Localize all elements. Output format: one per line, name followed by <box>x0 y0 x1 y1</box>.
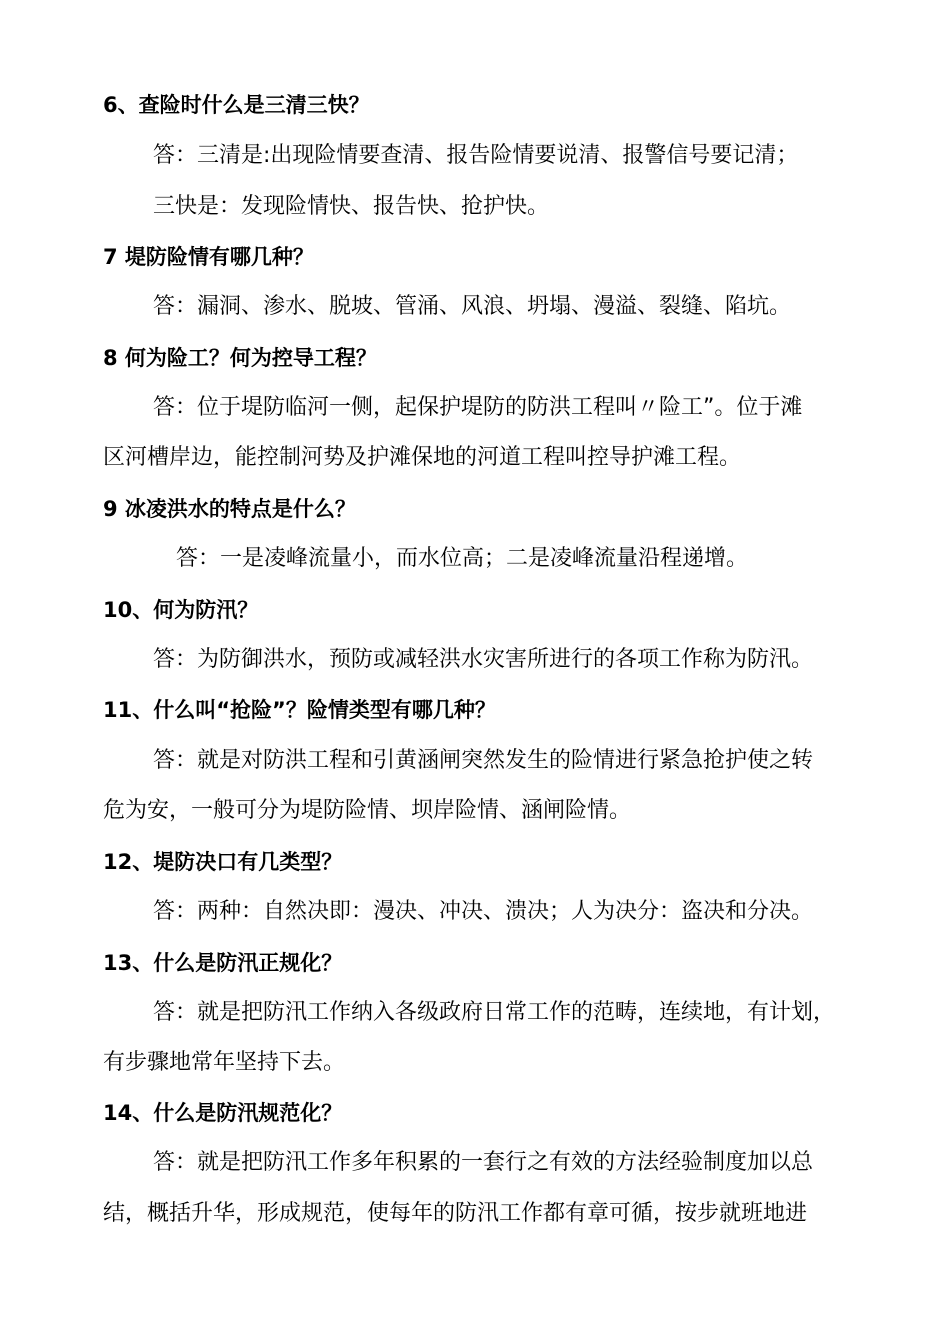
answer-14-line-1: 答：就是把防汛工作多年积累的一套行之有效的方法经验制度加以总 <box>153 1150 814 1175</box>
answer-7: 答：漏洞、渗水、脱坡、管涌、风浪、坍塌、漫溢、裂缝、陷坑。 <box>153 294 792 319</box>
question-13: 13、什么是防汛正规化？ <box>103 951 343 975</box>
question-9: 9 冰凌洪水的特点是什么？ <box>103 497 356 521</box>
question-8: 8 何为险工？何为控导工程？ <box>103 346 377 370</box>
answer-6-line-1: 答：三清是:出现险情要查清、报告险情要说清、报警信号要记清； <box>153 143 799 168</box>
answer-11-line-2: 危为安，一般可分为堤防险情、坝岸险情、涵闸险情。 <box>103 798 632 823</box>
question-10: 10、何为防汛？ <box>103 598 259 622</box>
answer-12: 答：两种：自然决即：漫决、冲决、溃决；人为决分：盗决和分决。 <box>153 899 814 924</box>
answer-8-line-2: 区河槽岸边，能控制河势及护滩保地的河道工程叫控导护滩工程。 <box>103 445 742 470</box>
answer-11-line-1: 答：就是对防洪工程和引黄涵闸突然发生的险情进行紧急抢护使之转 <box>153 748 814 773</box>
question-11: 11、什么叫“抢险”？险情类型有哪几种？ <box>103 698 496 722</box>
answer-13-line-1: 答：就是把防汛工作纳入各级政府日常工作的范畴，连续地，有计划， <box>153 1000 836 1025</box>
question-6: 6、查险时什么是三清三快？ <box>103 93 370 117</box>
answer-6-line-2: 三快是：发现险情快、报告快、抢护快。 <box>153 194 550 219</box>
answer-9: 答：一是凌峰流量小，而水位高；二是凌峰流量沿程递增。 <box>176 546 749 571</box>
answer-13-line-2: 有步骤地常年坚持下去。 <box>103 1050 346 1075</box>
question-12: 12、堤防决口有几类型？ <box>103 850 343 874</box>
answer-10: 答：为防御洪水，预防或减轻洪水灾害所进行的各项工作称为防汛。 <box>153 647 814 672</box>
answer-14-line-2: 结，概括升华，形成规范，使每年的防汛工作都有章可循，按步就班地进 <box>103 1201 808 1226</box>
question-14: 14、什么是防汛规范化？ <box>103 1101 343 1125</box>
answer-8-line-1: 答：位于堤防临河一侧，起保护堤防的防洪工程叫〃险工”。位于滩 <box>153 395 803 420</box>
question-7: 7 堤防险情有哪几种？ <box>103 245 314 269</box>
